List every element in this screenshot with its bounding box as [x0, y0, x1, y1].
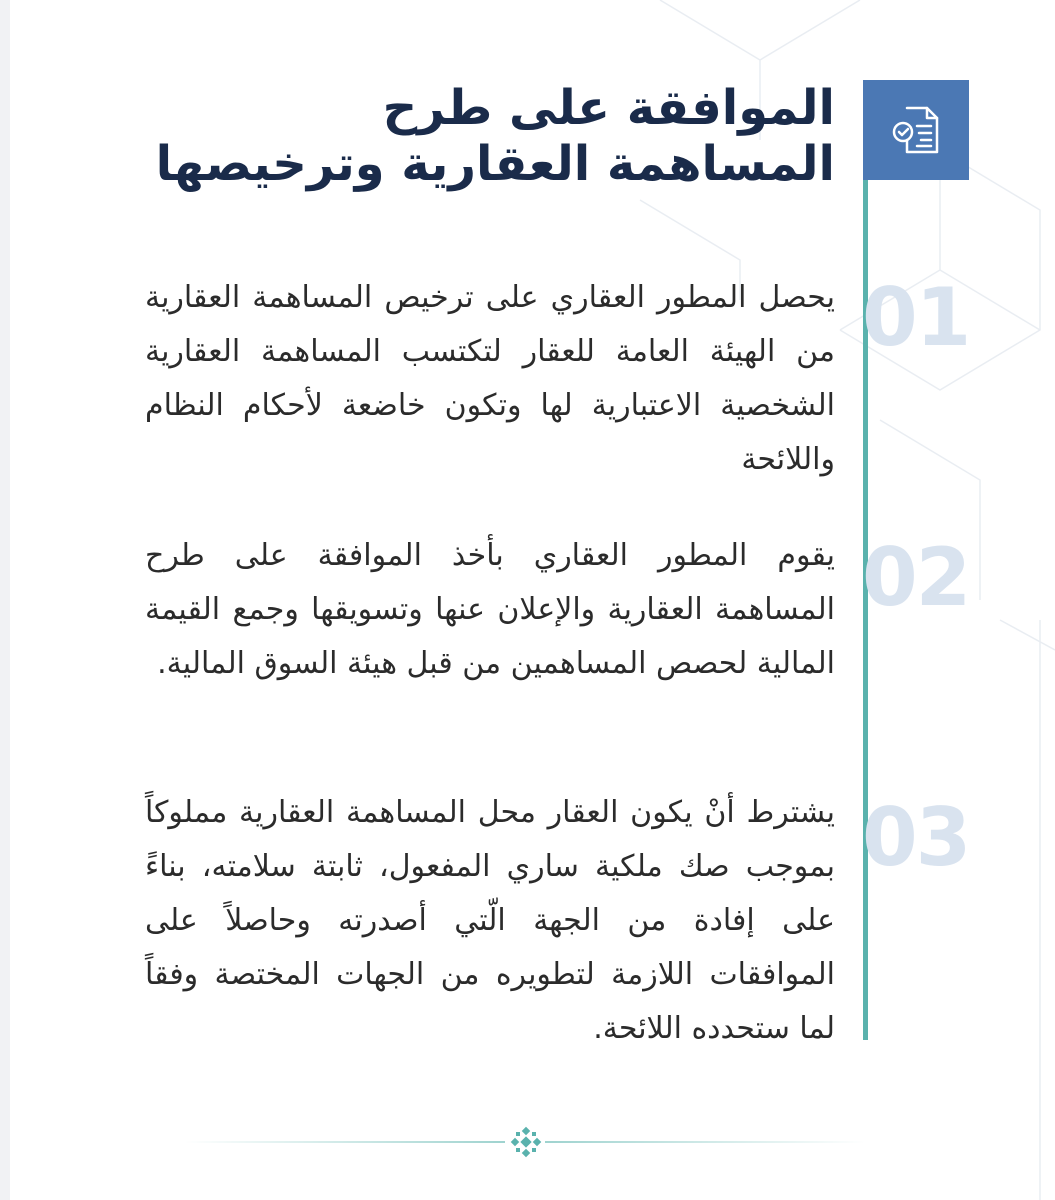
- document-check-icon: [887, 100, 947, 160]
- title-line-1: الموافقة على طرح: [382, 80, 835, 136]
- footer-divider-right: [545, 1141, 865, 1143]
- ornament-icon: [510, 1126, 542, 1158]
- section-text-2: يقوم المطور العقاري بأخذ الموافقة على طرح المساهمة العقارية والإعلان عنها وتسويقها وجمع القيمة المالية لحصص المساهمين من قبل هيئة السوق المالية.: [145, 538, 835, 681]
- section-text-1: يحصل المطور العقاري على ترخيص المساهمة العقارية من الهيئة العامة للعقار لتكتسب المساهمة العقارية الشخصية الاعتبارية لها وتكون خاضعة لأحكام النظام واللائحة: [145, 280, 835, 477]
- header-icon-box: [865, 80, 969, 180]
- title-line-2: المساهمة العقارية وترخيصها: [155, 136, 835, 192]
- left-edge-strip: [0, 0, 10, 1200]
- section-number-3: 03: [862, 791, 970, 884]
- section-number-2: 02: [862, 531, 970, 624]
- section-text-3: يشترط أنْ يكون العقار محل المساهمة العقارية مملوكاً بموجب صك ملكية ساري المفعول، ثابتة سلامته، بناءً على إفادة من الجهة الّتي أصدرته وحاصلاً على الموافقات اللازمة لتطويره من الجهات المختصة وفقاً لما ستحدده اللائحة.: [145, 795, 835, 1046]
- page-title: [135, 80, 835, 192]
- footer-divider-left: [185, 1141, 505, 1143]
- section-number-1: 01: [862, 271, 970, 364]
